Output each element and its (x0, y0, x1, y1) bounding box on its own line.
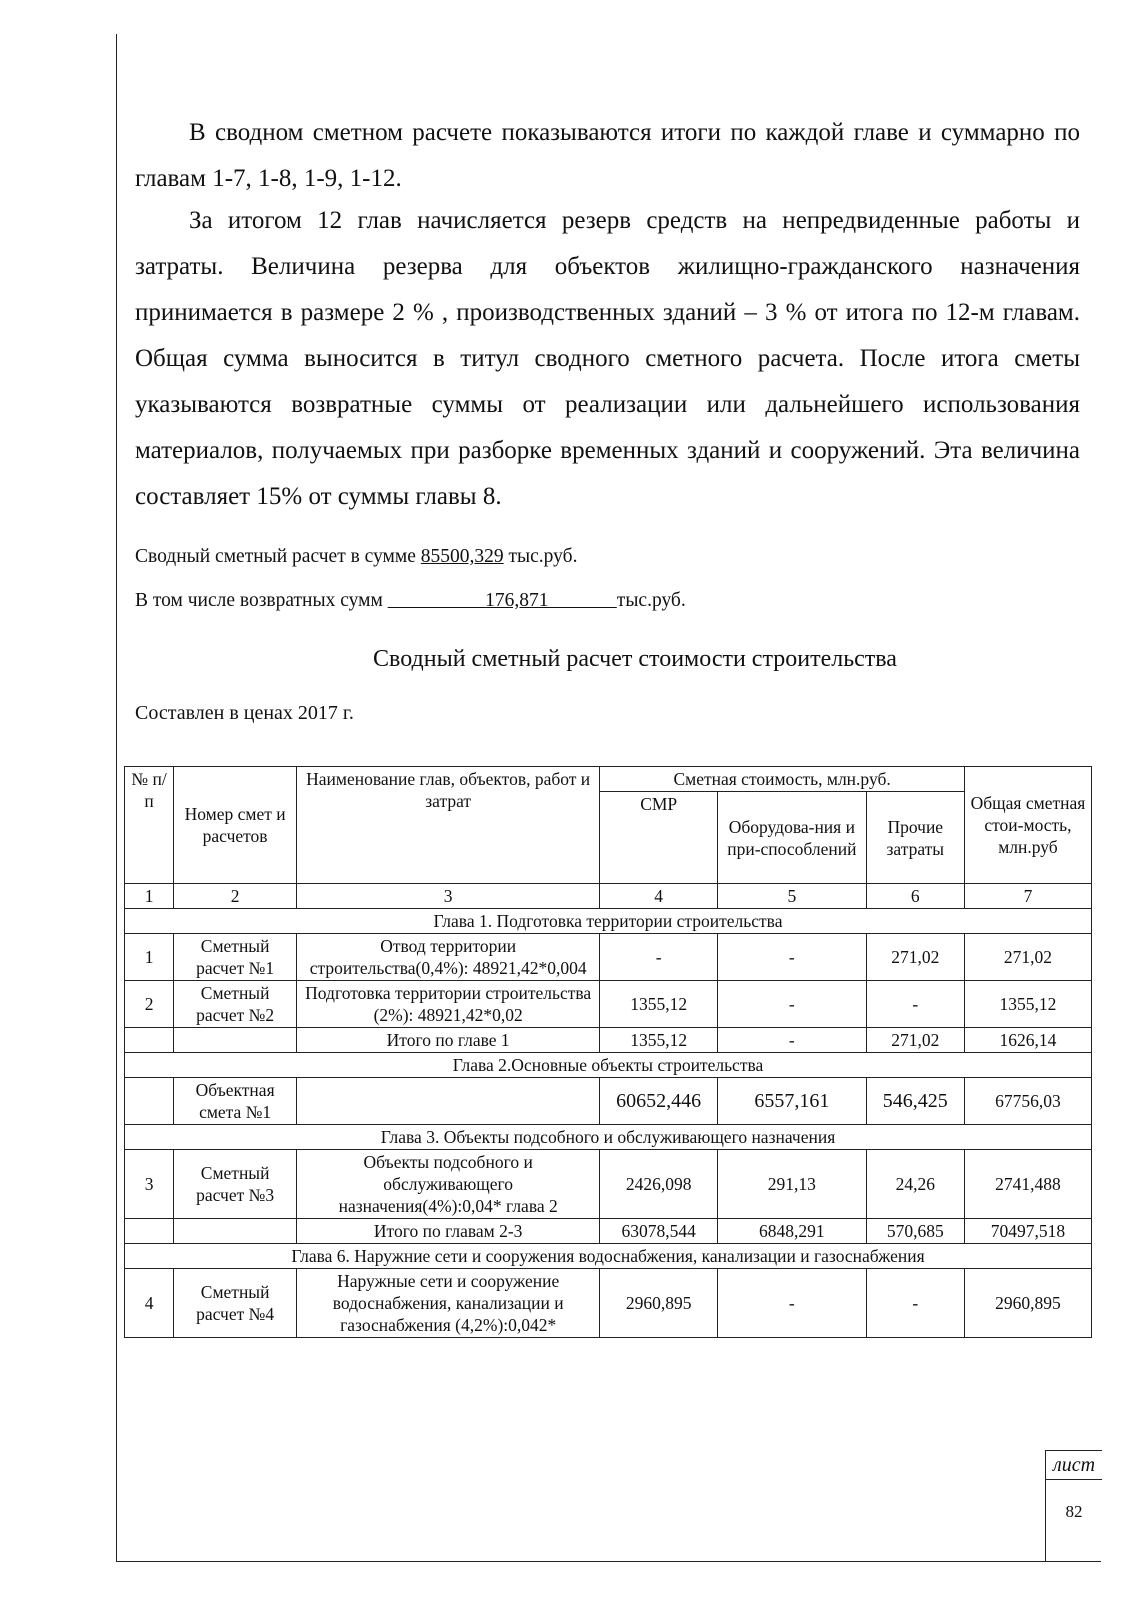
cell-num: 1 (125, 934, 174, 981)
col-number: 5 (718, 884, 867, 909)
total-sum-line (135, 546, 577, 568)
header-num: № п/п (125, 767, 174, 884)
cell-smeta: Сметный расчет №1 (174, 934, 297, 981)
chapter-row (125, 1244, 1092, 1269)
cell-smeta: Объектная смета №1 (174, 1078, 297, 1125)
returnable-sum-line (135, 590, 686, 612)
total-sum-value: 85500,329 (420, 546, 504, 567)
chapter-1-title: Глава 1. Подготовка территории строительства (125, 909, 1092, 934)
chapter-row (125, 909, 1092, 934)
cell-other: - (866, 1269, 964, 1338)
cell-total: 2741,488 (964, 1150, 1091, 1219)
header-name: Наименование глав, объектов, работ и затрат (297, 767, 600, 884)
cell-num: 2 (125, 981, 174, 1028)
header-other: Прочие затраты (866, 792, 964, 884)
cell-smr: 2426,098 (600, 1150, 718, 1219)
table-row (125, 934, 1092, 981)
table-row (125, 1150, 1092, 1219)
cell-other: 546,425 (866, 1078, 964, 1125)
paragraph-1: В сводном сметном расчете показываются итоги по каждой главе и суммарно по главам 1-7, 1-8, 1-9, 1-12. (135, 119, 1080, 192)
cell-equipment: - (718, 1028, 867, 1053)
col-number: 3 (297, 884, 600, 909)
paragraph-2: За итогом 12 глав начисляется резерв средств на непредвиденные работы и затраты. Величина резерва для объектов жилищно-гражданского назначения принимается в размере 2 % , производственных зданий – 3 % от итога по 12-м главам. Общая сумма выносится в титул сводного сметного расчета. После итога сметы указываются возвратные суммы от реализации или дальнейшего использования материалов, получаемых при разборке временных зданий и сооружений. Эта величина составляет 15% от суммы главы 8. (135, 207, 1080, 510)
col-number: 2 (174, 884, 297, 909)
cell-name: Итого по главе 1 (297, 1028, 600, 1053)
header-total: Общая сметная стои-мость, млн.руб (964, 767, 1091, 884)
subtotal-row (125, 1219, 1092, 1244)
cell-equipment: - (718, 1269, 867, 1338)
col-number: 6 (866, 884, 964, 909)
cell-total: 67756,03 (964, 1078, 1091, 1125)
col-number: 4 (600, 884, 718, 909)
column-numbers-row (125, 884, 1092, 909)
table-row (125, 981, 1092, 1028)
frame-bottom-border (116, 1561, 1101, 1562)
sheet-stamp (1045, 1450, 1102, 1562)
cell-name (297, 1078, 600, 1125)
cell-name: Наружные сети и сооружение водоснабжения, канализации и газоснабжения (4,2%):0,042* (297, 1269, 600, 1338)
cell-other: 271,02 (866, 934, 964, 981)
cell-other: 24,26 (866, 1150, 964, 1219)
cell-equipment: 6848,291 (718, 1219, 867, 1244)
estimate-table (124, 766, 1092, 1338)
col-number: 1 (125, 884, 174, 909)
frame-left-border (116, 34, 117, 1562)
cell-equipment: - (718, 981, 867, 1028)
chapter-row (125, 1125, 1092, 1150)
cell-name: Отвод территории строительства(0,4%): 48921,42*0,004 (297, 934, 600, 981)
cell-smr: 1355,12 (600, 1028, 718, 1053)
cell-num: 4 (125, 1269, 174, 1338)
header-smr: СМР (600, 792, 718, 884)
cell-name: Подготовка территории строительства (2%): 48921,42*0,02 (297, 981, 600, 1028)
cell-equipment: 291,13 (718, 1150, 867, 1219)
cell-smr: - (600, 934, 718, 981)
cell-smeta: Сметный расчет №4 (174, 1269, 297, 1338)
cell-total: 271,02 (964, 934, 1091, 981)
cell-smr: 63078,544 (600, 1219, 718, 1244)
col-number: 7 (964, 884, 1091, 909)
cell-name: Объекты подсобного и обслуживающего назначения(4%):0,04* глава 2 (297, 1150, 600, 1219)
returnable-sum-value: 176,871 (485, 590, 549, 611)
cell-equipment: 6557,161 (718, 1078, 867, 1125)
cell-smeta: Сметный расчет №3 (174, 1150, 297, 1219)
cell-equipment: - (718, 934, 867, 981)
chapter-2-title: Глава 2.Основные объекты строительства (125, 1053, 1092, 1078)
header-row-1 (125, 767, 1092, 792)
cell-smeta (174, 1219, 297, 1244)
cell-smeta (174, 1028, 297, 1053)
total-sum-unit: тыс.руб. (508, 546, 578, 567)
cell-num: 3 (125, 1150, 174, 1219)
subtotal-row (125, 1028, 1092, 1053)
chapter-6-title: Глава 6. Наружние сети и сооружения водоснабжения, канализации и газоснабжения (125, 1244, 1092, 1269)
chapter-row (125, 1053, 1092, 1078)
header-smeta-number: Номер смет и расчетов (174, 767, 297, 884)
cell-smr: 2960,895 (600, 1269, 718, 1338)
cell-total: 1355,12 (964, 981, 1091, 1028)
prices-note: Составлен в ценах 2017 г. (135, 702, 354, 724)
header-equipment: Оборудова-ния и при-способлений (718, 792, 867, 884)
cell-smr: 1355,12 (600, 981, 718, 1028)
returnable-sum-prefix: В том числе возвратных сумм (135, 590, 383, 611)
page-number: 82 (1065, 1502, 1083, 1521)
cell-smeta: Сметный расчет №2 (174, 981, 297, 1028)
cell-total: 2960,895 (964, 1269, 1091, 1338)
cell-other: 271,02 (866, 1028, 964, 1053)
chapter-3-title: Глава 3. Объекты подсобного и обслуживающего назначения (125, 1125, 1092, 1150)
cell-num (125, 1219, 174, 1244)
table-title: Сводный сметный расчет стоимости строительства (373, 646, 897, 672)
cell-num (125, 1028, 174, 1053)
cell-other: - (866, 981, 964, 1028)
header-cost-group: Сметная стоимость, млн.руб. (600, 767, 965, 792)
cell-num (125, 1078, 174, 1125)
table-row (125, 1269, 1092, 1338)
sheet-label: лист (1046, 1450, 1102, 1480)
total-sum-prefix: Сводный сметный расчет в сумме (135, 546, 416, 567)
cell-total: 70497,518 (964, 1219, 1091, 1244)
cell-other: 570,685 (866, 1219, 964, 1244)
cell-smr: 60652,446 (600, 1078, 718, 1125)
returnable-sum-unit: тыс.руб. (616, 590, 686, 611)
cell-total: 1626,14 (964, 1028, 1091, 1053)
cell-name: Итого по главам 2-3 (297, 1219, 600, 1244)
table-row (125, 1078, 1092, 1125)
